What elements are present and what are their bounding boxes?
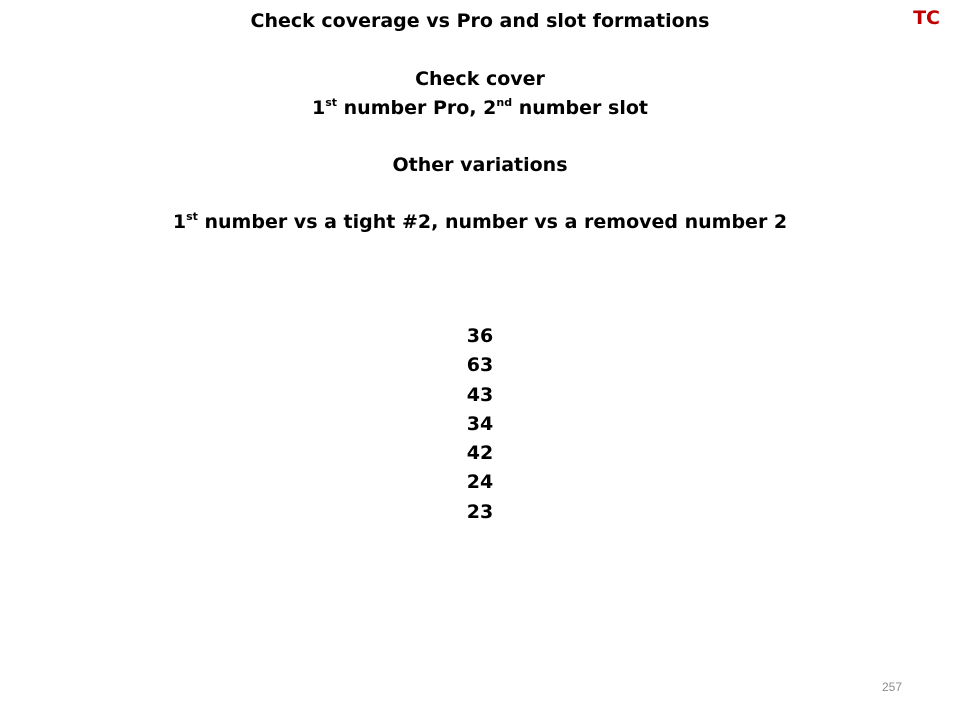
number-list (0, 322, 960, 527)
check-cover-second-suffix: nd (496, 96, 513, 109)
slide-title: Check coverage vs Pro and slot formations (250, 10, 710, 32)
check-cover-first-suffix: st (325, 96, 338, 109)
corner-tag: TC (913, 7, 940, 29)
number-item: 43 (466, 383, 494, 406)
variation-text: number vs a tight #2, number vs a removed number 2 (197, 211, 788, 233)
number-item: 23 (466, 500, 494, 523)
check-cover-mid-text: number Pro, 2 (337, 97, 497, 119)
number-item: 34 (466, 412, 494, 435)
check-cover-heading: Check cover (415, 68, 545, 90)
variation-suffix: st (186, 210, 198, 223)
other-variations-heading: Other variations (392, 154, 568, 176)
variation-number: 1 (172, 211, 187, 233)
check-cover-first-number: 1 (311, 97, 326, 119)
check-cover-end-text: number slot (512, 97, 648, 119)
check-cover-line (0, 96, 960, 120)
page-number: 257 (881, 680, 903, 694)
number-item: 36 (466, 325, 494, 347)
number-item: 63 (466, 354, 494, 377)
number-item: 24 (466, 471, 494, 494)
number-item: 42 (466, 442, 494, 465)
variation-line (0, 210, 960, 234)
